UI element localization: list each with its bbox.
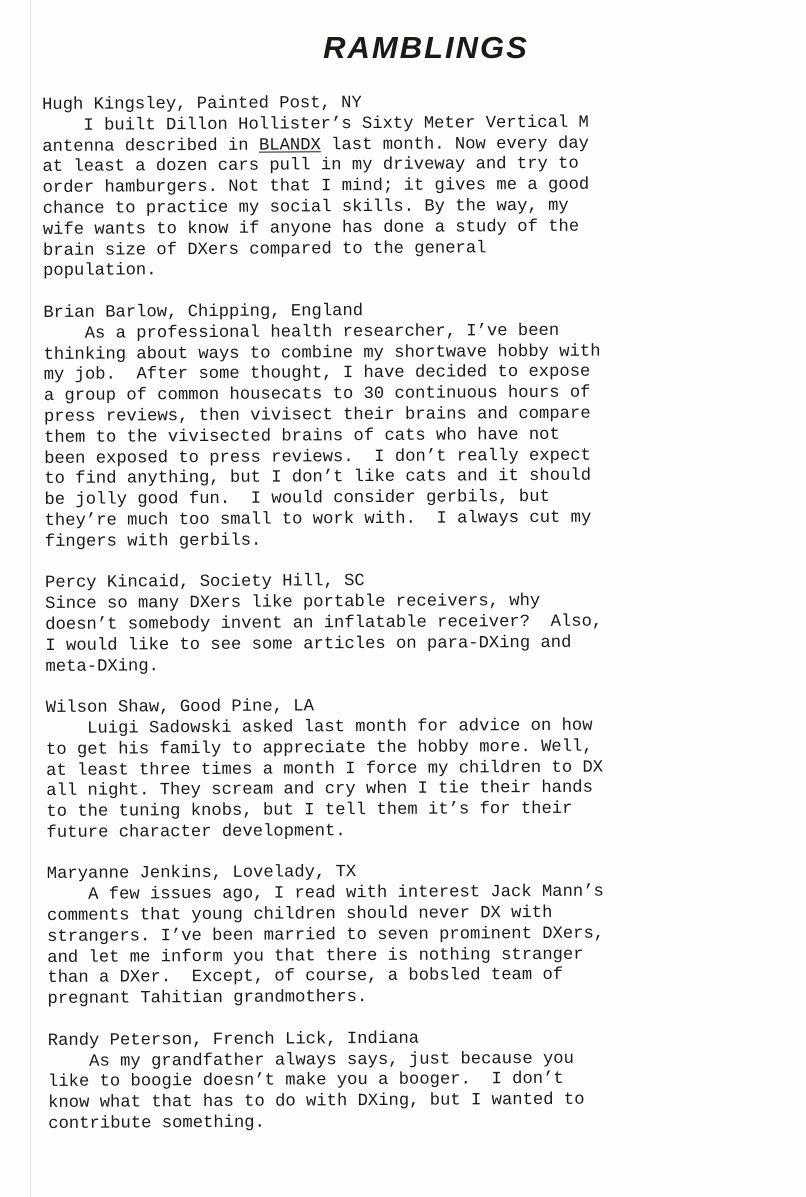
letter-line: brain size of DXers compared to the general bbox=[42, 238, 487, 261]
letter-line: contribute something. bbox=[48, 1113, 265, 1135]
letter-block bbox=[46, 695, 747, 845]
letter-line: like to boogie doesn’t make you a booger. I don’t bbox=[47, 1070, 564, 1093]
letter-line: order hamburgers. Not that I mind; it gives me a good bbox=[42, 175, 590, 199]
letter-line: them to the vivisected brains of cats who have not bbox=[44, 425, 560, 448]
letter-block bbox=[48, 1028, 749, 1136]
letter-author: Brian Barlow, Chipping, England bbox=[43, 302, 364, 323]
letter-line: I built Dillon Hollister’s Sixty Meter Vertical M bbox=[42, 113, 589, 136]
letter-line: Luigi Sadowski asked last month for advice on how bbox=[45, 716, 593, 739]
letter-line: doesn’t somebody invent an inflatable receiver? Also, bbox=[45, 612, 603, 635]
letter-line: A few issues ago, I read with interest Jack Mann’s bbox=[46, 882, 604, 906]
letter-line: than a DXer. Except, of course, a bobsled team of bbox=[47, 966, 564, 989]
letter-line: pregnant Tahitian grandmothers. bbox=[47, 988, 368, 1010]
letter-line: As my grandfather always says, just because you bbox=[47, 1049, 574, 1072]
letter-line: fingers with gerbils. bbox=[44, 531, 262, 552]
letter-line: chance to practice my social skills. By the way, my bbox=[42, 196, 569, 219]
letter-line: be jolly good fun. I would consider gerbils, but bbox=[44, 488, 550, 511]
letter-line: all night. They scream and cry when I tie their hands bbox=[46, 778, 593, 802]
letter-line: As a professional health researcher, I’ve been bbox=[43, 321, 560, 344]
letter-block bbox=[42, 92, 743, 283]
letter-line: at least three times a month I force my children to DX bbox=[46, 758, 604, 781]
letter-line: strangers. I’ve been married to seven prominent DXers, bbox=[47, 924, 605, 947]
letter-line: my job. After some thought, I have decided to expose bbox=[43, 363, 591, 386]
letter-line: to the tuning knobs, but I tell them it’s for their bbox=[46, 799, 573, 823]
letter-author: Hugh Kingsley, Painted Post, NY bbox=[42, 94, 362, 115]
letter-line: know what that has to do with DXing, but I wanted to bbox=[48, 1090, 585, 1114]
letter-line: to find anything, but I don’t like cats and it should bbox=[44, 466, 592, 490]
letter-line: wife wants to know if anyone has done a study of the bbox=[42, 217, 580, 240]
letter-line: a group of common housecats to 30 continuous hours of bbox=[43, 383, 591, 407]
letter-line: and let me inform you that there is nothing stranger bbox=[47, 945, 584, 968]
letter-author: Randy Peterson, French Lick, Indiana bbox=[47, 1029, 420, 1051]
page-title: RAMBLINGS bbox=[323, 30, 529, 65]
letter-line: comments that young children should never DX with bbox=[46, 903, 553, 927]
letter-block bbox=[43, 300, 745, 554]
letter-line: population. bbox=[43, 261, 157, 282]
letter-line: meta-DXing. bbox=[45, 656, 160, 677]
letters-column bbox=[42, 92, 748, 1157]
letter-line: Since so many DXers like portable receivers, why bbox=[45, 592, 541, 615]
letter-line: at least a dozen cars pull in my driveway and try to bbox=[42, 155, 579, 178]
letter-author: Wilson Shaw, Good Pine, LA bbox=[45, 697, 314, 719]
letter-block bbox=[45, 570, 746, 678]
letter-block bbox=[47, 861, 748, 1011]
page-edge bbox=[30, 0, 31, 1197]
letter-line: antenna described in BLANDX last month. Now every day bbox=[42, 134, 590, 157]
letter-line: thinking about ways to combine my shortwave hobby with bbox=[43, 342, 601, 365]
letter-line: they’re much too small to work with. I always cut my bbox=[44, 508, 592, 531]
letter-line: to get his family to appreciate the hobby more. Well, bbox=[45, 737, 593, 760]
letter-author: Maryanne Jenkins, Lovelady, TX bbox=[46, 863, 357, 885]
underlined-text: BLANDX bbox=[258, 135, 321, 156]
letter-line: been exposed to press reviews. I don’t really expect bbox=[44, 446, 591, 469]
letter-line: future character development. bbox=[46, 822, 346, 843]
letter-author: Percy Kincaid, Society Hill, SC bbox=[44, 572, 365, 594]
letter-line: press reviews, then vivisect their brains and compare bbox=[43, 404, 591, 427]
letter-line: I would like to see some articles on para-DXing and bbox=[45, 633, 572, 656]
